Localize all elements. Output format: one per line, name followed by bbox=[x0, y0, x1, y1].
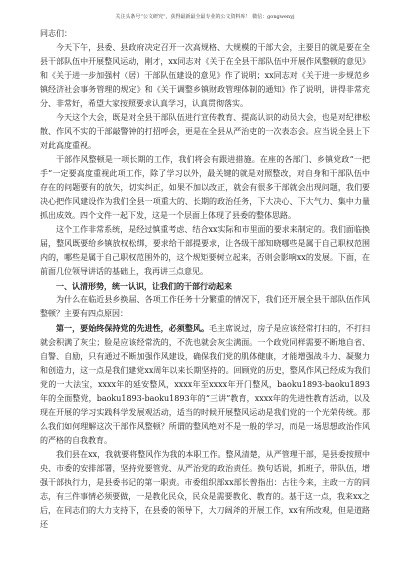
paragraph: 干部作风整顿是一项长期的工作，我们将会有跟进措施。在座的各部门、乡镇党政“一把手”一定要高度重视此项工作，除了学习以外，最关键的就是对照整改，对自身和干部队伍中存在的问题要有的放矢，切实纠正，如果不加以改正，就会有很多干部就会出现问题，我们要决心把作风建设作为我们全县一项重大的、长期的政治任务，下大决心、下大气力、集中力量抓出成效。四个文件一起下发，这是一个层面上体现了县委的整体思路。 bbox=[40, 155, 370, 220]
paragraph: 今天这个大会，既是对全县干部队伍进行宣传教育、提高认识的动员大会，也是对纪律松散、作风不实的干部敲警钟的打招呼会，更是在全县从严治吏的一次表态会。应当说全县上下对此高度重视。 bbox=[40, 113, 370, 150]
paragraph: 我们县在xx，我就要将整风作为我的本职工作。整风清楚，从严管理干部，是县委按照中央、市委的安排部署，坚持党要管党、从严治党的政治责任。换句话说，抓班子，带队伍，增强干部执行力，是县委书记的第一职责。市委组织部xx部长曾指出：古往今来，主政一方的同志，有三件事情必须要做，一是教化民众，民众是需要教化、教育的。基于这一点，我来xx之后，在同志们的大力支持下，在县委的领导下，大刀阔斧的开展工作，xx有所改观，但是道路还 bbox=[40, 450, 370, 529]
paragraph: 今天下午，县委、县政府决定召开一次高规格、大规模的干部大会，主要目的就是要在全县干部队伍中开展整风运动，刚才，xx同志对《关于在全县干部队伍中开展作风整顿的意见》和《关于进一步加强村（居）干部队伍建设的意见》作了说明；xx同志对《关于进一步规范乡镇经济社会事务管理的规定》和《关于调整乡镇财政管理体制的通知》作了说明，讲得非常充分、非常好，希望大家按照要求认真学习，认真贯彻落实。 bbox=[40, 43, 370, 108]
salutation: 同志们： bbox=[40, 29, 72, 38]
paragraph bbox=[40, 321, 370, 448]
subheading-body: 毛主席说过，房子是应该经常打扫的，不打扫就会积满了灰尘；脸是应该经常洗的，不洗也就会灰尘满面。一个政党同样需要不断地自省、自警、自励，只有通过不断加强作风建设，确保我们党的肌体健康，才能增强战斗力、凝聚力和创造力，这一点是我们建党xx周年以来长期坚持的。回顾党的历史，整风作风已经成为我们党的一大法宝，xxxx年的延安整风，xxxx年至xxxx年开门整风，baoku1893-baoku1893年的全面整党，baoku1893-baoku1893年的“三讲”教育，xxxx年的先进性教育活动，以及现在开展的学习实践科学发展观活动，适当的时候开展整风运动是我们党的一个光荣传统。那么我们如何理解这次干部作风整顿？所谓的整风绝对不是一般的学习，而是一场思想政治作风的严格的自我教育。 bbox=[40, 324, 370, 445]
speech-body bbox=[40, 27, 370, 532]
promo-banner: 关注头条号“公文研究”，获得最新最全最专业的公文资料库！ 微信：gongwenyj bbox=[115, 14, 295, 20]
subheading: 第一，要始终保持党的先进性，必须整风。 bbox=[56, 323, 209, 333]
paragraph: 这个工作非常系统，是经过慎重考虑、结合xx实际和市里面的要求来制定的。我们面临换届，整风既要给乡镇放权松绑，要求给干部提要求，让各级干部知晓哪些是属于自己职权范围内的，哪些是属于自己职权范围外的，这个规矩要树立起来，否则会影响xx的发展。下面，在前面几位领导讲话的基础上，我再讲三点意见。 bbox=[40, 225, 370, 276]
section-heading: 一、认清形势，统一认识，让我们的干部行动起来 bbox=[56, 281, 232, 291]
paragraph: 为什么在临近县乡换届、各项工作任务十分繁重的情况下，我们还开展全县干部队伍作风整顿？主要有四点原因： bbox=[40, 295, 370, 318]
